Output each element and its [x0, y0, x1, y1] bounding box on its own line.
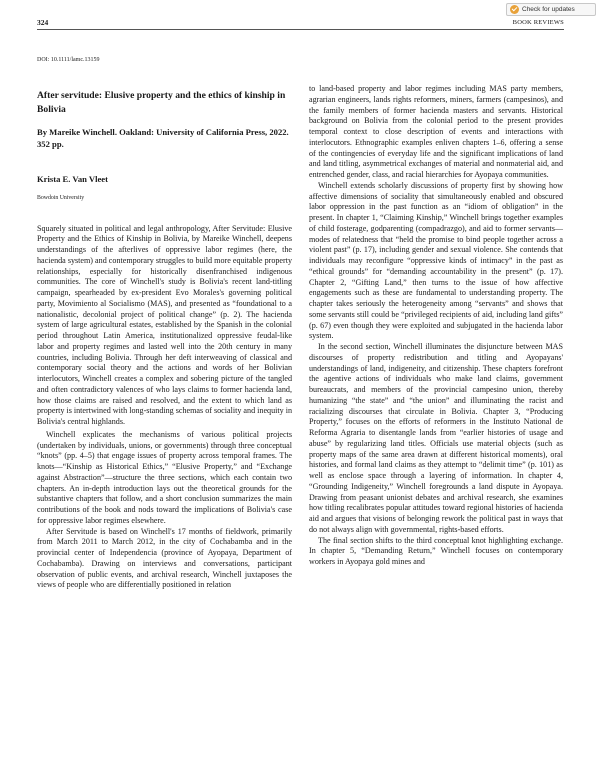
book-citation: By Mareike Winchell. Oakland: University of California Press, 2022. 352 pp. [37, 127, 289, 149]
doi: DOI: 10.1111/lamc.13159 [37, 57, 100, 63]
paragraph: to land-based property and labor regimes including MAS party members, agrarian engineers, lands rights reformers, miners, farmers (campesinos), and the family members of former hacienda masters and servants. Historical background on Bolivia from the colonial period to the present provides temporal context to close description of events and interactions with interlocutors. Ethnographic examples enliven chapters 1–6, offering a sense of the contingencies of everyday life and the significant implications of land and land titling, asymmetrical exchanges of material and nonmaterial aid, and entrenched gender, class, and racial hierarchies for Ayopaya communities. [309, 84, 563, 179]
paragraph: Winchell extends scholarly discussions of property first by showing how affective dimensions of sociality that simultaneously enabled and obscured labor oppression in the past function as an “idiom of obligation” in the present. In chapter 1, “Claiming Kinship,” Winchell brings together examples of child fosterage, godparenting (compadrazgo), and aid to former servants—modes of relatedness that “held the promise to bind people together across a violent past” (p. 17), including gender and sexual violence. She contends that individuals may reconfigure “oppressive kinds of intimacy” in the past as “ethical grounds” for “demanding accountability in the present” (p. 17). Chapter 2, “Gifting Land,” then turns to the issue of how affective engagements such as these are fundamental to understanding property. The chapter takes seriously the heterogeneity among “servants” and shows that some servants still could be “privileged recipients of aid, including land gifts” (p. 67) even though they were exploited and subjugated in the hacienda labor system. [309, 180, 563, 341]
right-column [309, 84, 563, 568]
review-title: After servitude: Elusive property and the ethics of kinship in Bolivia [37, 90, 286, 115]
reviewer-name: Krista E. Van Vleet [37, 174, 108, 184]
paragraph: The final section shifts to the third conceptual knot highlighting exchange. In chapter 5, “Demanding Return,” Winchell focuses on contemporary workers in Ayopaya gold mines and [309, 535, 563, 566]
page-number: 324 [37, 18, 49, 27]
reviewer-affiliation: Bowdoin University [37, 194, 85, 201]
paragraph: In the second section, Winchell illuminates the disjuncture between MAS discourses of property redistribution and titling and Ayopayans' understandings of land, indigeneity, and citizenship. These chapters forefront the agentive actions of individuals who make land claims, government bureaucrats, and members of the provincial campesino union, thereby humanizing “the state” and “the union” and illuminating the racist and racializing discourses that circulate in Bolivia. Chapter 3, “Producing Property,” focuses on the efforts of reformers in the Instituto National de Reforma Agraria to disentangle lands from “earlier histories of usage and abuse” by regularizing land titles. Officials use material objects (such as property maps of the same area drawn at different historical moments), oral histories, and formal land claims as they attempt to “delimit time” (p. 101) as well as enclose space through a layering of information. In chapter 4, “Grounding Indigeneity,” Winchell foregrounds a land dispute in Ayopaya. Drawing from peasant unionist debates and archival research, she examines how titling recalibrates popular attitudes toward regional histories of hacienda aid and argues that visions of belonging rework the political past in ways that do not always align with governmental, rights-based efforts. [309, 342, 563, 534]
left-column [37, 84, 292, 591]
paragraph: After Servitude is based on Winchell's 17 months of fieldwork, primarily from March 2011 to March 2012, in the city of Cochabamba and in the provincial center of Independencia (province of Ayopaya, Department of Cochabamba). Drawing on interviews and conversations, participant observation of public events, and archival research, Winchell juxtaposes the views of people who are differentially positioned in relation [37, 526, 292, 590]
header-rule [37, 29, 564, 30]
paragraph: Squarely situated in political and legal anthropology, After Servitude: Elusive Property and the Ethics of Kinship in Bolivia, by Mareike Winchell, deepens understandings of the afterlives of oppressive labor regimes (here, the hacienda system) and contemporary struggles to build more equitable property relationships, especially for historically disenfranchised indigenous communities. The core of Winchell's study is Bolivia's recent land-titling campaign, spearheaded by ex-president Evo Morales's governing political party, Movimiento al Socialismo (MAS), and presented as “foundational to a nationalistic, decolonial project of political change” (p. 2). The hacienda system of large agricultural estates, established by the Spanish in the colonial period throughout Latin America, institutionalized oppressive feudal-like labor and property regimes and lasted well into the 20th century in many countries, including Bolivia. Through her deft interweaving of classical and contemporary social theory and the actions and words of her Bolivian interlocutors, Winchell creates a complex and sobering picture of the tangled and often contradictory valences of who lays claims to former hacienda land, how those claims are raised and resolved, and the extent to which land as property is intertwined with long-standing schemas of sociality and inequity in Bolivia's central highlands. [37, 223, 292, 426]
paragraph: Winchell explicates the mechanisms of various political projects (undertaken by individuals, unions, or governments) through three conceptual “knots” (pp. 4–5) that engage issues of property across temporal frames. The knots—“Kinship as Historical Ethics,” “Elusive Property,” and “Exchange against Abstraction”—structure the three sections, which each contain two chapters. An in-depth introduction lays out the theoretical grounds for the substantive chapters that follow, and a short conclusion summarizes the main contributions of the book and nods toward the implications of Bolivia's case for oppressive labor regimes elsewhere. [37, 429, 292, 525]
check-for-updates-label: Check for updates [522, 6, 575, 13]
check-circle-icon [510, 5, 519, 14]
check-for-updates-badge[interactable] [506, 3, 596, 16]
section-label: BOOK REVIEWS [512, 19, 564, 26]
